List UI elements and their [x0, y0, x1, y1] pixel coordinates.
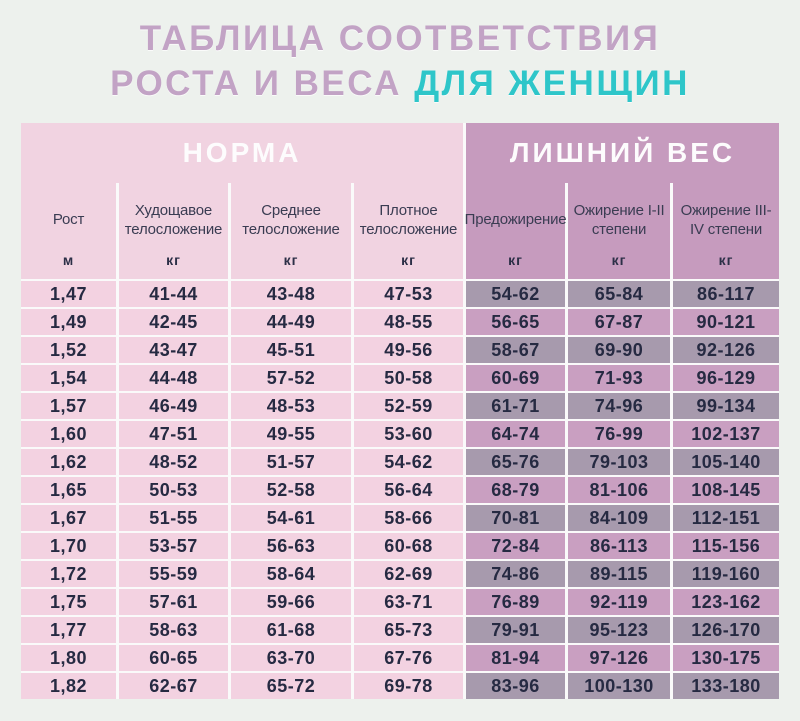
weight-range-cell: 108-145 [673, 477, 779, 503]
page-title [0, 0, 800, 106]
weight-range-cell: 70-81 [466, 505, 565, 531]
weight-range-cell: 76-89 [466, 589, 565, 615]
column-unit: кг [166, 252, 181, 268]
title-line2-pink: РОСТА И ВЕСА [110, 64, 402, 103]
weight-range-cell: 81-94 [466, 645, 565, 671]
height-cell: 1,52 [21, 337, 116, 363]
group-banner-row [21, 123, 779, 183]
weight-range-cell: 60-69 [466, 365, 565, 391]
weight-range-cell: 51-57 [231, 449, 351, 475]
height-cell: 1,54 [21, 365, 116, 391]
weight-range-cell: 99-134 [673, 393, 779, 419]
weight-range-cell: 58-67 [466, 337, 565, 363]
weight-range-cell: 42-45 [119, 309, 228, 335]
table-row [21, 533, 779, 559]
height-cell: 1,82 [21, 673, 116, 699]
weight-range-cell: 79-103 [568, 449, 670, 475]
weight-range-cell: 64-74 [466, 421, 565, 447]
weight-range-cell: 62-69 [354, 561, 463, 587]
table-row [21, 561, 779, 587]
weight-range-cell: 86-117 [673, 281, 779, 307]
column-unit: кг [611, 252, 627, 268]
weight-range-cell: 72-84 [466, 533, 565, 559]
weight-range-cell: 69-90 [568, 337, 670, 363]
height-cell: 1,72 [21, 561, 116, 587]
weight-range-cell: 49-55 [231, 421, 351, 447]
table-row [21, 309, 779, 335]
weight-range-cell: 52-59 [354, 393, 463, 419]
weight-range-cell: 41-44 [119, 281, 228, 307]
column-unit: кг [718, 252, 734, 268]
height-cell: 1,67 [21, 505, 116, 531]
weight-range-cell: 51-55 [119, 505, 228, 531]
weight-range-cell: 53-57 [119, 533, 228, 559]
weight-range-cell: 48-52 [119, 449, 228, 475]
column-header-thin-build [119, 183, 228, 279]
column-unit: кг [401, 252, 416, 268]
weight-range-cell: 86-113 [568, 533, 670, 559]
weight-range-cell: 58-64 [231, 561, 351, 587]
weight-range-cell: 45-51 [231, 337, 351, 363]
weight-range-cell: 56-63 [231, 533, 351, 559]
column-header-row [21, 183, 779, 279]
weight-range-cell: 123-162 [673, 589, 779, 615]
table-row [21, 673, 779, 699]
weight-range-cell: 60-65 [119, 645, 228, 671]
table-row [21, 365, 779, 391]
weight-range-cell: 115-156 [673, 533, 779, 559]
weight-range-cell: 54-62 [354, 449, 463, 475]
weight-range-cell: 44-49 [231, 309, 351, 335]
height-cell: 1,57 [21, 393, 116, 419]
weight-range-cell: 44-48 [119, 365, 228, 391]
weight-range-cell: 102-137 [673, 421, 779, 447]
height-cell: 1,77 [21, 617, 116, 643]
weight-range-cell: 63-70 [231, 645, 351, 671]
column-name: Плотное телосложение [359, 201, 458, 238]
group-banner-excess-weight: ЛИШНИЙ ВЕС [466, 123, 779, 183]
weight-range-cell: 81-106 [568, 477, 670, 503]
table-row [21, 393, 779, 419]
column-header-dense-build [354, 183, 463, 279]
weight-range-cell: 48-55 [354, 309, 463, 335]
weight-range-cell: 71-93 [568, 365, 670, 391]
weight-range-cell: 97-126 [568, 645, 670, 671]
column-name: Среднее телосложение [242, 201, 340, 238]
height-cell: 1,60 [21, 421, 116, 447]
table-row [21, 421, 779, 447]
weight-range-cell: 130-175 [673, 645, 779, 671]
weight-range-cell: 58-66 [354, 505, 463, 531]
column-header-obesity-3-4 [673, 183, 779, 279]
weight-range-cell: 60-68 [354, 533, 463, 559]
weight-range-cell: 48-53 [231, 393, 351, 419]
title-line1-text: ТАБЛИЦА СООТВЕТСТВИЯ [139, 19, 661, 58]
weight-range-cell: 56-64 [354, 477, 463, 503]
weight-range-cell: 65-76 [466, 449, 565, 475]
weight-range-cell: 56-65 [466, 309, 565, 335]
weight-range-cell: 65-84 [568, 281, 670, 307]
weight-range-cell: 54-61 [231, 505, 351, 531]
height-cell: 1,62 [21, 449, 116, 475]
page-title-line1 [0, 16, 800, 61]
weight-range-cell: 47-51 [119, 421, 228, 447]
column-name: Худощавое телосложение [124, 201, 223, 238]
height-cell: 1,47 [21, 281, 116, 307]
weight-range-cell: 57-52 [231, 365, 351, 391]
weight-height-table [21, 123, 779, 699]
title-line2-teal: ДЛЯ ЖЕНЩИН [414, 64, 690, 103]
table-row [21, 589, 779, 615]
table-row [21, 477, 779, 503]
weight-range-cell: 47-53 [354, 281, 463, 307]
weight-range-cell: 74-96 [568, 393, 670, 419]
weight-range-cell: 61-71 [466, 393, 565, 419]
weight-range-cell: 96-129 [673, 365, 779, 391]
page-title-line2 [0, 61, 800, 106]
weight-range-cell: 90-121 [673, 309, 779, 335]
weight-range-cell: 67-76 [354, 645, 463, 671]
column-unit: кг [508, 252, 523, 268]
column-header-preobesity [466, 183, 565, 279]
table-row [21, 281, 779, 307]
weight-range-cell: 43-47 [119, 337, 228, 363]
weight-range-cell: 65-72 [231, 673, 351, 699]
column-header-medium-build [231, 183, 351, 279]
weight-range-cell: 92-119 [568, 589, 670, 615]
weight-range-cell: 55-59 [119, 561, 228, 587]
weight-range-cell: 69-78 [354, 673, 463, 699]
height-cell: 1,75 [21, 589, 116, 615]
weight-range-cell: 46-49 [119, 393, 228, 419]
weight-range-cell: 61-68 [231, 617, 351, 643]
weight-range-cell: 63-71 [354, 589, 463, 615]
height-cell: 1,70 [21, 533, 116, 559]
weight-range-cell: 54-62 [466, 281, 565, 307]
column-unit: м [62, 252, 75, 268]
weight-range-cell: 68-79 [466, 477, 565, 503]
weight-range-cell: 74-86 [466, 561, 565, 587]
height-cell: 1,80 [21, 645, 116, 671]
group-banner-norma: НОРМА [21, 123, 463, 183]
weight-range-cell: 76-99 [568, 421, 670, 447]
column-name: Предожирение [464, 211, 567, 229]
weight-range-cell: 65-73 [354, 617, 463, 643]
weight-range-cell: 84-109 [568, 505, 670, 531]
table-row [21, 337, 779, 363]
weight-range-cell: 53-60 [354, 421, 463, 447]
weight-range-cell: 57-61 [119, 589, 228, 615]
weight-range-cell: 119-160 [673, 561, 779, 587]
table-row [21, 645, 779, 671]
table-row [21, 505, 779, 531]
weight-range-cell: 112-151 [673, 505, 779, 531]
table-body [21, 281, 779, 699]
column-name: Ожирение I-II степени [573, 201, 665, 238]
weight-range-cell: 59-66 [231, 589, 351, 615]
weight-range-cell: 100-130 [568, 673, 670, 699]
column-name: Ожирение III-IV степени [680, 201, 772, 238]
weight-range-cell: 105-140 [673, 449, 779, 475]
column-unit: кг [283, 252, 299, 268]
weight-range-cell: 58-63 [119, 617, 228, 643]
weight-range-cell: 67-87 [568, 309, 670, 335]
weight-range-cell: 79-91 [466, 617, 565, 643]
weight-range-cell: 62-67 [119, 673, 228, 699]
weight-range-cell: 52-58 [231, 477, 351, 503]
weight-range-cell: 50-58 [354, 365, 463, 391]
height-cell: 1,65 [21, 477, 116, 503]
weight-range-cell: 95-123 [568, 617, 670, 643]
table-row [21, 449, 779, 475]
weight-range-cell: 50-53 [119, 477, 228, 503]
height-cell: 1,49 [21, 309, 116, 335]
weight-range-cell: 89-115 [568, 561, 670, 587]
table-row [21, 617, 779, 643]
column-header-obesity-1-2 [568, 183, 670, 279]
weight-range-cell: 133-180 [673, 673, 779, 699]
weight-range-cell: 43-48 [231, 281, 351, 307]
weight-range-cell: 49-56 [354, 337, 463, 363]
column-header-rost [21, 183, 116, 279]
column-name: Рост [52, 211, 85, 229]
weight-range-cell: 126-170 [673, 617, 779, 643]
weight-range-cell: 83-96 [466, 673, 565, 699]
weight-range-cell: 92-126 [673, 337, 779, 363]
